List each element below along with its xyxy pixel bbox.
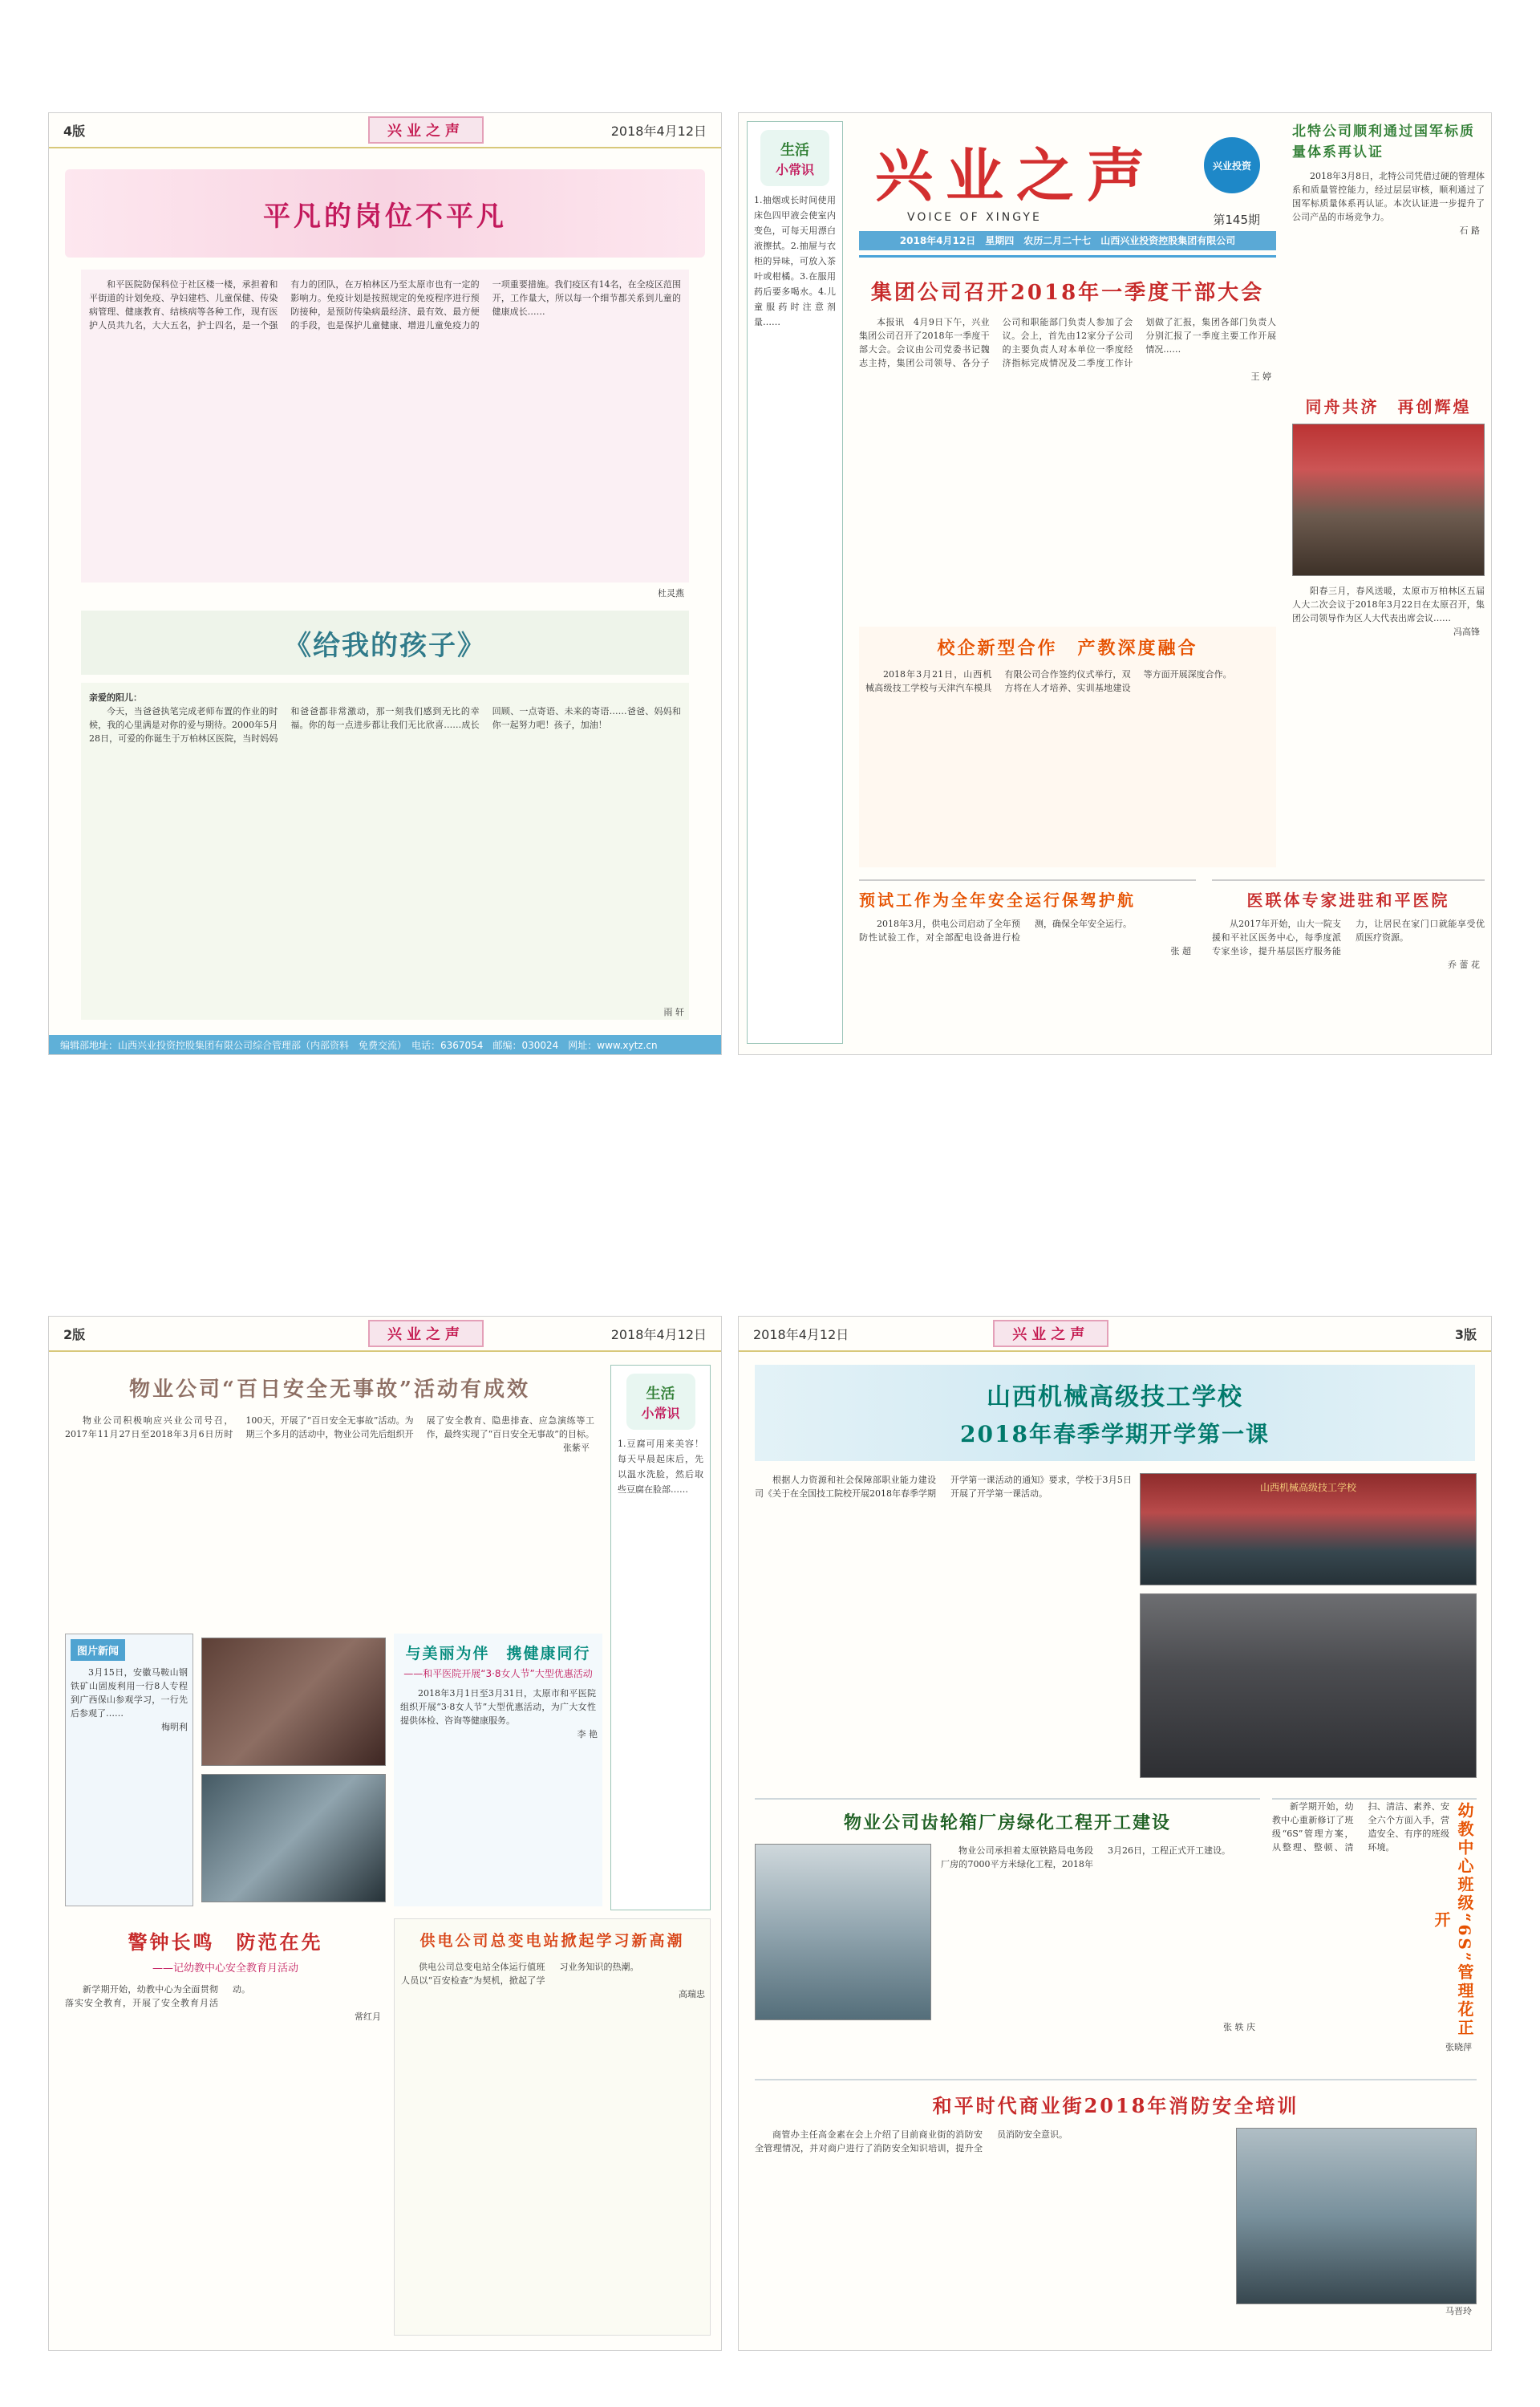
- womens-day-author: 李 艳: [577, 1729, 598, 1739]
- fire-safety-text: 商管办主任高金素在会上介绍了目前商业街的消防安全管理情况，并对商户进行了消防安全知识培训，提升全员消防安全意识。: [755, 2129, 1068, 2153]
- right-column-text: 2018年3月8日，北特公司凭借过硬的管理体系和质量管控能力，经过层层审核，顺利通过了国军标质量体系再认证。本次认证进一步提升了公司产品的市场竞争力。: [1292, 171, 1485, 222]
- fire-safety-article: [755, 2079, 1477, 2336]
- substation-headline: 供电公司总变电站掀起学习新高潮: [419, 1932, 685, 1950]
- page-date: 2018年4月12日: [610, 123, 707, 139]
- tips-badge: [760, 130, 829, 186]
- page-2: [48, 1316, 722, 2351]
- logo-icon: [1204, 137, 1260, 193]
- tips-title: 生活: [646, 1385, 675, 1402]
- kindergarten-safety-headline: 警钟长鸣 防范在先: [128, 1930, 323, 1954]
- kindergarten-6s-article: [1272, 1798, 1477, 2063]
- kindergarten-6s-author: 张晓萍: [1445, 2042, 1472, 2052]
- article-text: 和平医院防保科位于社区楼一楼，承担着和平街道的计划免疫、孕妇建档、儿童保健、传染病管理、健康教育、结核病等各种工作，现有医护人员共九名，大大五名，护士四名，是一个强有力的团队，在万柏林区乃至太原市也有一定的影响力。免疫计划是按照规定的免疫程序进行预防接种，是预防传染病最经济、最有效、最方便的手段，也是保护儿童健康、增进儿童免疫力的一项重要措施。我们疫区有14名，在全疫区范围开，工作量大，所以每一个细节都关系到儿童的健康成长……: [89, 279, 681, 331]
- greening-article: [755, 1798, 1260, 2063]
- section-mast: 兴业之声: [368, 1320, 484, 1347]
- article-headline-2: 《给我的孩子》: [284, 629, 486, 662]
- page-number: 3版: [1454, 1326, 1477, 1342]
- substation-author: 高瑞忠: [679, 1989, 705, 1999]
- right-column-author: 石 路: [1459, 225, 1480, 236]
- safety-campaign-article: [65, 1365, 594, 1622]
- headline-banner: [65, 169, 705, 258]
- article-author: 杜灵燕: [658, 588, 684, 599]
- substation-text: 供电公司总变电站全体运行值班人员以“百安检查”为契机，掀起了学习业务知识的热潮。: [401, 1962, 639, 1986]
- page-number: 4版: [63, 123, 86, 139]
- news-photo-2: [201, 1774, 386, 1902]
- kindergarten-6s-headline: 幼教中心班级“6S”管理花正开: [1432, 1802, 1474, 2038]
- safety-author: 张 超: [1170, 946, 1191, 956]
- dateline-bar: 2018年4月12日 星期四 农历二月二十七 山西兴业投资控股集团有限公司: [859, 231, 1276, 250]
- safety-campaign-author: 张紫平: [563, 1443, 590, 1453]
- kindergarten-safety-text: 新学期开始，幼教中心为全面贯彻落实安全教育，开展了安全教育月活动。: [65, 1984, 250, 2008]
- greening-headline: 物业公司齿轮箱厂房绿化工程开工建设: [843, 1812, 1171, 1833]
- letter-salutation: 亲爱的阳儿：: [89, 692, 142, 703]
- photo-news-text: 3月15日，安徽马鞍山钢铁矿山固废利用一行8人专程到广西保山参观学习，一行先后参观了……: [71, 1667, 188, 1719]
- tips-sidebar: [610, 1365, 711, 1910]
- safety-text: 2018年3月，供电公司启动了全年预防性试验工作，对全部配电设备进行检测，确保全年安全运行。: [859, 919, 1132, 943]
- school-text: 2018年3月21日，山西机械高级技工学校与天津汽车模具有限公司合作签约仪式举行，双方将在人才培养、实训基地建设等方面开展深度合作。: [865, 669, 1232, 693]
- editorial-footer: [49, 1035, 721, 1054]
- lead-article: [859, 270, 1276, 615]
- headline-banner-2: [81, 611, 689, 675]
- tips-subtitle: 小常识: [641, 1405, 680, 1421]
- photo-news-box: [65, 1634, 193, 1906]
- safety-campaign-text: 物业公司积极响应兴业公司号召，2017年11月27日至2018年3月6日历时100天，开展了“百日安全无事故”活动。为期三个多月的活动中，物业公司先后组织开展了安全教育、隐患排查、应急演练等工作，最终实现了“百日安全无事故”的目标。: [65, 1415, 594, 1439]
- safety-headline: 预试工作为全年安全运行保驾护航: [859, 891, 1136, 910]
- womens-day-text: 2018年3月1日至3月31日，太原市和平医院组织开展“3·8女人节”大型优惠活动，为广大女性提供体检、咨询等健康服务。: [400, 1688, 596, 1726]
- tips-text: 1.豆腐可用来美容！每天早晨起床后，先以温水洗脸，然后取些豆腐在脸部……: [618, 1439, 703, 1495]
- page-3: [738, 1316, 1492, 2351]
- school-banner-title: 山西机械高级技工学校: [987, 1383, 1243, 1411]
- lead-text: 本报讯 4月9日下午，兴业集团公司召开了2018年一季度干部大会。会议由公司党委书记魏志主持，集团公司领导、各分子公司和职能部门负责人参加了会议。会上，首先由12家分子公司的主要负责人对本单位一季度经济指标完成情况及二季度工作计划做了汇报，集团各部门负责人分别汇报了一季度主要工作开展情况……: [859, 317, 1276, 368]
- photo-article-author: 冯高锋: [1453, 627, 1480, 637]
- hospital-article: [1212, 879, 1485, 1048]
- hospital-headline: 医联体专家进驻和平医院: [1246, 891, 1450, 910]
- newspaper-title-en: VOICE OF XINGYE: [907, 211, 1042, 224]
- right-column-article: [1292, 121, 1485, 386]
- newspaper-title: 兴业之声: [875, 141, 1158, 209]
- school-article: [859, 627, 1276, 867]
- substation-article: [394, 1918, 711, 2336]
- greening-author: 张 轶 庆: [1223, 2022, 1255, 2032]
- womens-day-subhead: ——和平医院开展“3·8女人节”大型优惠活动: [403, 1668, 593, 1679]
- tips-badge: [626, 1374, 695, 1430]
- fire-safety-photo: [1236, 2128, 1477, 2304]
- photo-article-headline: 同舟共济 再创辉煌: [1305, 397, 1472, 416]
- kindergarten-safety-article: [65, 1918, 386, 2336]
- safety-campaign-headline: 物业公司“百日安全无事故”活动有成效: [129, 1378, 530, 1402]
- page-date: 2018年4月12日: [753, 1326, 849, 1342]
- photo-article: [1292, 394, 1485, 843]
- tips-content: [748, 193, 842, 330]
- page-date: 2018年4月12日: [610, 1326, 707, 1342]
- page-1: [738, 112, 1492, 1055]
- kindergarten-6s-text: 新学期开始，幼教中心重新修订了班级“6S”管理方案，从整理、整顿、清扫、清洁、素养、安全六个方面入手，营造安全、有序的班级环境。: [1272, 1801, 1449, 1853]
- tips-text: 1.抽烟或长时间使用床色四甲液会使室内变色，可每天用漂白液擦拭。2.抽屉与衣柜的异味，可放入茶叶或柑橘。3.在服用药后要多喝水。4.儿童服药时注意剂量……: [754, 195, 836, 327]
- article-body-2: [81, 683, 689, 1020]
- womens-day-article: [394, 1634, 602, 1906]
- footer-text: 编辑部地址：山西兴业投资控股集团有限公司综合管理部（内部资料 免费交流） 电话：6367054 邮编：030024 网址：www.xytz.cn: [60, 1039, 658, 1051]
- school-headline: 校企新型合作 产教深度融合: [937, 638, 1198, 659]
- kindergarten-safety-subhead: ——记幼教中心安全教育月活动: [152, 1963, 298, 1975]
- meeting-photo: [1292, 424, 1485, 576]
- article-author-2: 雨 轩: [663, 1007, 684, 1017]
- fire-safety-headline: 和平时代商业街2018年消防安全培训: [932, 2094, 1299, 2117]
- school-photo-2: [1140, 1593, 1477, 1778]
- lead-headline: 集团公司召开2018年一季度干部大会: [870, 281, 1265, 305]
- page-4: [48, 112, 722, 1055]
- page-header: [49, 113, 721, 148]
- kindergarten-safety-author: 常红月: [355, 2011, 381, 2022]
- greening-photo: [755, 1844, 931, 2020]
- photo-article-text: 阳春三月，春风送暖，太原市万柏林区五届人大二次会议于2018年3月22日在太原召开，集团公司领导作为区人大代表出席会议……: [1292, 586, 1485, 623]
- school-article-text: 根据人力资源和社会保障部职业能力建设司《关于在全国技工院校开展2018年春季学期开学第一课活动的通知》要求，学校于3月5日开展了开学第一课活动。: [755, 1475, 1132, 1499]
- issue-number: 第145期: [1213, 213, 1260, 227]
- school-article: [755, 1473, 1132, 1778]
- tips-title: 生活: [780, 141, 809, 159]
- fire-safety-author: 马晋玲: [1445, 2306, 1472, 2316]
- school-banner: [755, 1365, 1475, 1461]
- page-header: [49, 1317, 721, 1352]
- page-number: 2版: [63, 1326, 86, 1342]
- right-column-headline: 北特公司顺利通过国军标质量体系再认证: [1292, 124, 1475, 160]
- womens-day-headline: 与美丽为伴 携健康同行: [405, 1645, 591, 1662]
- tips-sidebar: [747, 121, 843, 1044]
- article-body: [81, 270, 689, 582]
- school-photo-1: [1140, 1473, 1477, 1585]
- photo-news-author: 梅明利: [161, 1722, 188, 1732]
- tips-subtitle: 小常识: [775, 161, 814, 177]
- page-header: [739, 1317, 1491, 1352]
- hospital-text: 从2017年开始，山大一院支援和平社区医务中心，每季度派专家坐诊，提升基层医疗服务能力，让居民在家门口就能享受优质医疗资源。: [1212, 919, 1485, 956]
- safety-article: [859, 879, 1196, 1048]
- news-photo-1: [201, 1638, 386, 1766]
- section-mast: 兴业之声: [368, 116, 484, 144]
- hospital-author: 乔 蕾 花: [1448, 960, 1480, 970]
- masthead: [859, 121, 1276, 258]
- section-mast: 兴业之声: [993, 1320, 1108, 1347]
- school-banner-subtitle: 2018年春季学期开学第一课: [960, 1421, 1270, 1447]
- article-headline: 平凡的岗位不平凡: [263, 200, 507, 233]
- photo-news-label: 图片新闻: [71, 1639, 125, 1661]
- greening-text: 物业公司承担着太原铁路局电务段厂房的7000平方米绿化工程，2018年3月26日，工程正式开工建设。: [941, 1845, 1230, 1869]
- letter-text: 今天，当爸爸执笔完成老师布置的作业的时候，我的心里满是对你的爱与期待。2000年5月28日，可爱的你诞生于万柏林区医院，当时妈妈和爸爸都非常激动，那一刻我们感到无比的幸福。你的每一点进步都让我们无比欣喜……成长回顾、一点寄语、未来的寄语……爸爸、妈妈和你一起努力吧！孩子，加油！: [89, 706, 681, 744]
- school-photo-caption: 山西机械高级技工学校: [1259, 1482, 1356, 1493]
- logo-text: 兴业投资: [1212, 160, 1251, 172]
- lead-author: 王 婷: [1250, 371, 1271, 382]
